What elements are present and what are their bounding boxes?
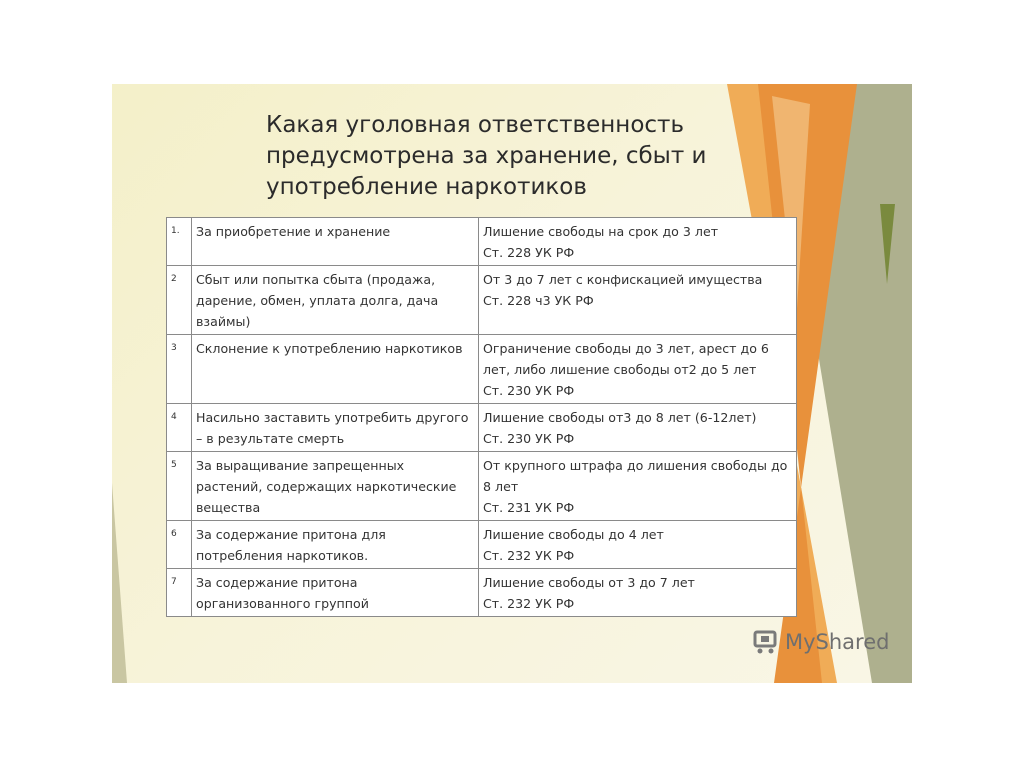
penalty-cell xyxy=(479,218,797,266)
penalty-text: Лишение свободы от 3 до 7 лет xyxy=(483,575,695,590)
article-reference: Ст. 232 УК РФ xyxy=(483,596,575,611)
table-row xyxy=(167,218,797,266)
slide-title: Какая уголовная ответственность предусмотрена за хранение, сбыт и употребление наркотиков xyxy=(266,112,707,200)
slide xyxy=(112,84,912,683)
penalty-cell xyxy=(479,452,797,521)
penalty-cell xyxy=(479,335,797,404)
bottom-left-shape xyxy=(112,483,127,683)
penalty-text: Лишение свободы на срок до 3 лет xyxy=(483,224,719,239)
offense-cell: Склонение к употреблению наркотиков xyxy=(192,335,479,404)
penalty-cell xyxy=(479,266,797,335)
row-number: 2 xyxy=(167,266,192,335)
row-number: 6 xyxy=(167,521,192,569)
article-reference: Ст. 228 УК РФ xyxy=(483,245,575,260)
penalty-text: Лишение свободы от3 до 8 лет (6-12лет) xyxy=(483,410,757,425)
offense-cell: За приобретение и хранение xyxy=(192,218,479,266)
article-reference: Ст. 228 ч3 УК РФ xyxy=(483,293,594,308)
article-reference: Ст. 231 УК РФ xyxy=(483,500,575,515)
offense-cell: Сбыт или попытка сбыта (продажа, дарение, обмен, уплата долга, дача взаймы) xyxy=(192,266,479,335)
penalty-cell xyxy=(479,404,797,452)
row-number: 7 xyxy=(167,569,192,617)
myshared-logo xyxy=(752,629,889,655)
penalties-table xyxy=(166,217,797,617)
row-number: 3 xyxy=(167,335,192,404)
table-row xyxy=(167,521,797,569)
penalty-text: Ограничение свободы до 3 лет, арест до 6 лет, либо лишение свободы от2 до 5 лет xyxy=(483,341,769,377)
row-number: 1. xyxy=(167,218,192,266)
penalty-text: От 3 до 7 лет с конфискацией имущества xyxy=(483,272,763,287)
offense-cell: Насильно заставить употребить другого – в результате смерть xyxy=(192,404,479,452)
table-row xyxy=(167,569,797,617)
article-reference: Ст. 230 УК РФ xyxy=(483,383,575,398)
table-row xyxy=(167,404,797,452)
penalty-text: Лишение свободы до 4 лет xyxy=(483,527,664,542)
logo-text: MyShared xyxy=(785,630,890,654)
offense-cell: За содержание притона для потребления наркотиков. xyxy=(192,521,479,569)
offense-cell: За выращивание запрещенных растений, содержащих наркотические вещества xyxy=(192,452,479,521)
article-reference: Ст. 232 УК РФ xyxy=(483,548,575,563)
penalty-text: От крупного штрафа до лишения свободы до 8 лет xyxy=(483,458,788,494)
table-row xyxy=(167,335,797,404)
offense-cell: За содержание притона организованного группой xyxy=(192,569,479,617)
row-number: 5 xyxy=(167,452,192,521)
penalty-cell xyxy=(479,569,797,617)
table-row xyxy=(167,452,797,521)
cart-icon xyxy=(752,629,780,655)
penalty-cell xyxy=(479,521,797,569)
article-reference: Ст. 230 УК РФ xyxy=(483,431,575,446)
row-number: 4 xyxy=(167,404,192,452)
table-row xyxy=(167,266,797,335)
